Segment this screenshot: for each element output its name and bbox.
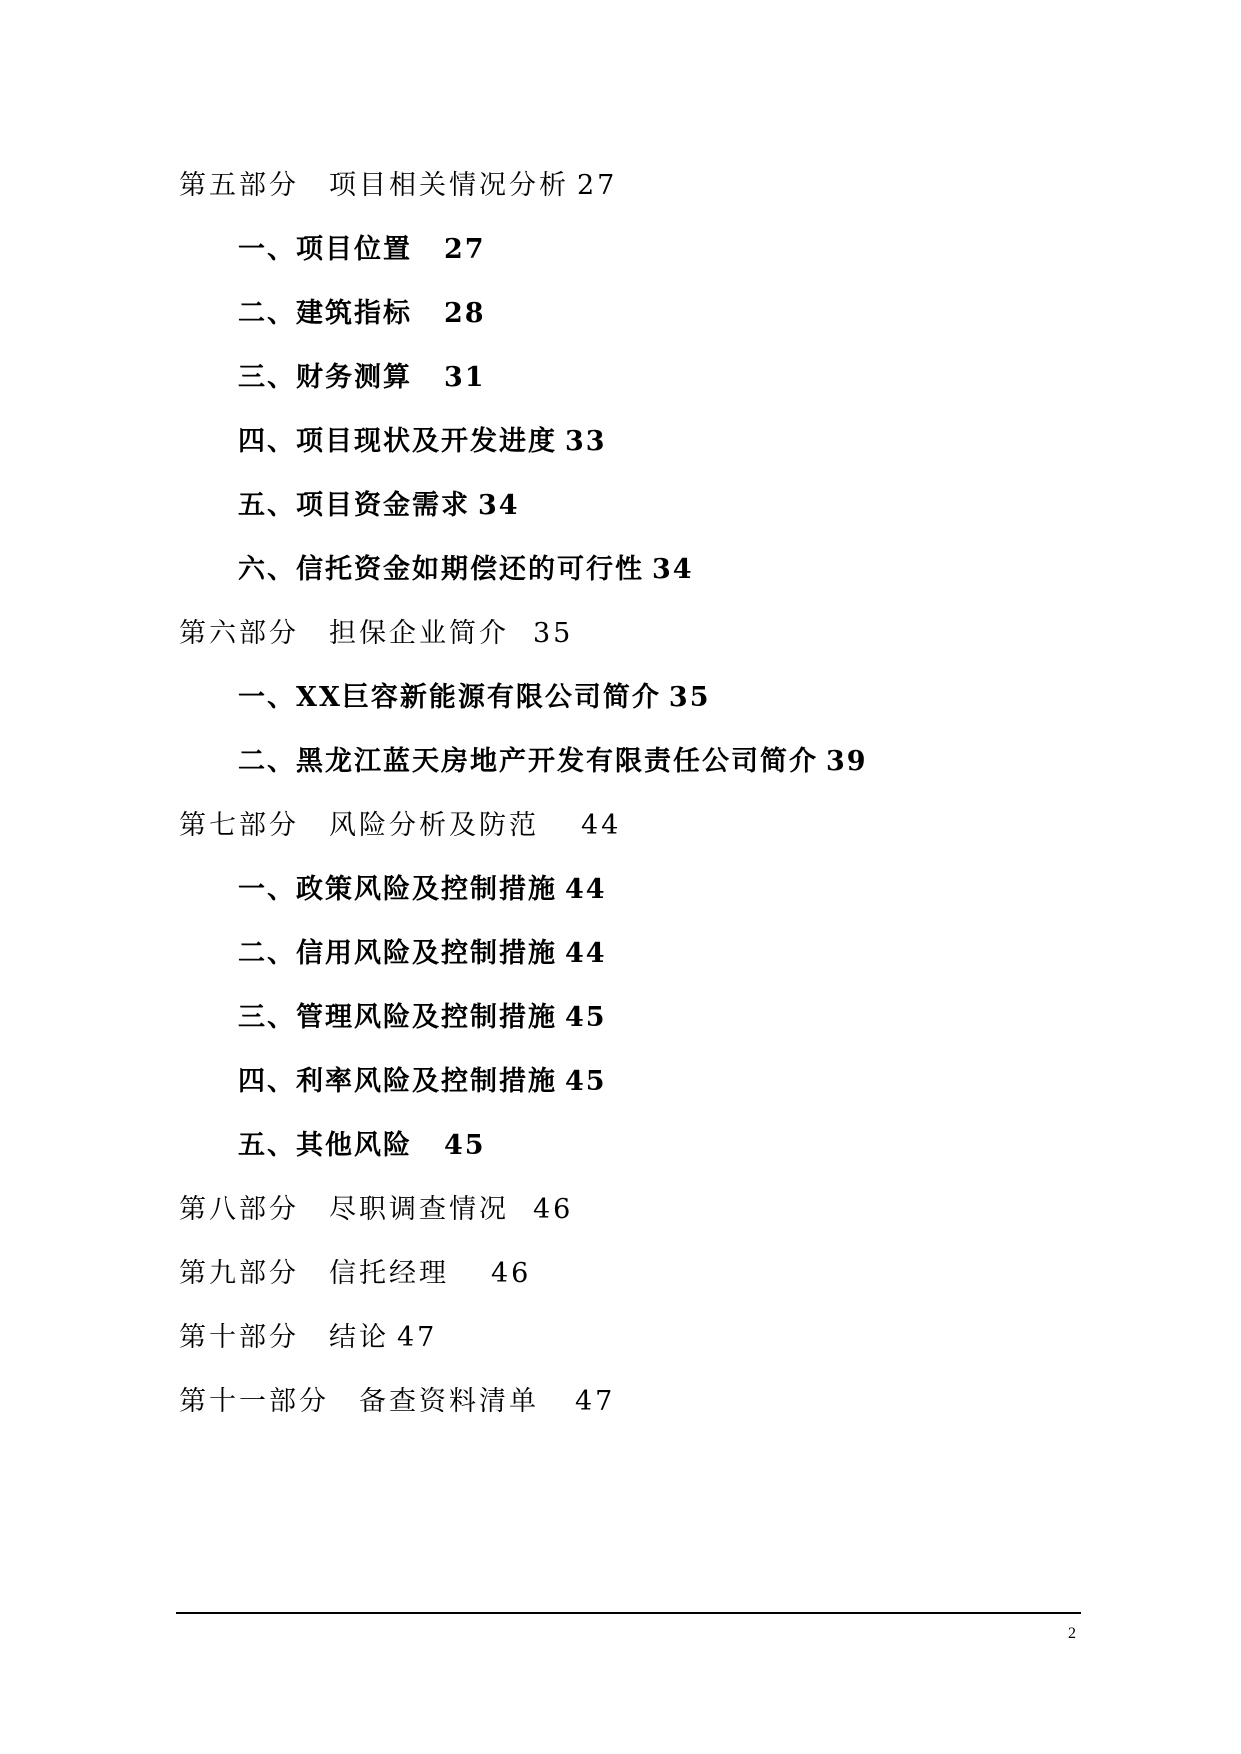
toc-entry-page: 34 (478, 490, 520, 521)
toc-entry-page: 44 (565, 938, 607, 969)
toc-entry-label: 一、项目位置 (238, 234, 412, 265)
toc-entry-page: 45 (565, 1002, 607, 1033)
toc-entry-label: 第十一部分 备查资料清单 (179, 1386, 539, 1417)
toc-entry-page: 44 (565, 874, 607, 905)
toc-entry[interactable] (238, 742, 868, 782)
toc-entry[interactable] (238, 550, 694, 590)
toc-entry-label: 五、其他风险 (238, 1130, 412, 1161)
toc-entry-label: 第五部分 项目相关情况分析 (179, 170, 569, 201)
toc-entry[interactable] (238, 678, 710, 718)
toc-entry-page: 27 (444, 234, 486, 265)
toc-entry-label: 第十部分 结论 (179, 1322, 389, 1353)
toc-entry-label: 六、信托资金如期偿还的可行性 (238, 554, 644, 585)
toc-entry-label: 四、项目现状及开发进度 (238, 426, 557, 457)
footer-divider (176, 1612, 1081, 1614)
toc-entry[interactable] (238, 1126, 486, 1166)
toc-entry[interactable] (238, 1062, 607, 1102)
toc-entry-label: 三、管理风险及控制措施 (238, 1002, 557, 1033)
toc-entry[interactable] (238, 422, 607, 462)
toc-entry[interactable] (179, 614, 573, 654)
toc-entry[interactable] (179, 1190, 573, 1230)
toc-entry[interactable] (238, 998, 607, 1038)
toc-entry-label: 第六部分 担保企业简介 (179, 618, 509, 649)
toc-entry-page: 47 (575, 1386, 616, 1417)
toc-entry-page: 33 (565, 426, 607, 457)
toc-entry-label: 二、信用风险及控制措施 (238, 938, 557, 969)
toc-entry-page: 35 (533, 618, 574, 649)
toc-entry-page: 34 (652, 554, 694, 585)
toc-entry-page: 46 (491, 1258, 532, 1289)
toc-entry-page: 31 (444, 362, 486, 393)
toc-entry-label: 一、XX巨容新能源有限公司简介 (238, 682, 661, 713)
toc-entry[interactable] (179, 1382, 615, 1422)
toc-entry-page: 44 (581, 810, 622, 841)
toc-entry-page: 39 (826, 746, 868, 777)
toc-entry-label: 第七部分 风险分析及防范 (179, 810, 539, 841)
toc-entry-page: 45 (444, 1130, 486, 1161)
toc-entry[interactable] (238, 294, 486, 334)
toc-entry[interactable] (238, 934, 607, 974)
toc-entry-label: 二、黑龙江蓝天房地产开发有限责任公司简介 (238, 746, 818, 777)
toc-entry-page: 47 (397, 1322, 438, 1353)
toc-entry-label: 三、财务测算 (238, 362, 412, 393)
toc-entry-label: 五、项目资金需求 (238, 490, 470, 521)
toc-entry-label: 一、政策风险及控制措施 (238, 874, 557, 905)
toc-entry-page: 27 (577, 170, 618, 201)
toc-entry[interactable] (179, 1254, 531, 1294)
page-number: 2 (1068, 1625, 1076, 1642)
toc-entry[interactable] (179, 166, 617, 206)
toc-entry-page: 28 (444, 298, 486, 329)
toc-entry-label: 第九部分 信托经理 (179, 1258, 449, 1289)
toc-entry[interactable] (179, 806, 621, 846)
toc-entry-label: 第八部分 尽职调查情况 (179, 1194, 509, 1225)
toc-entry-page: 35 (668, 682, 711, 713)
toc-entry-label: 四、利率风险及控制措施 (238, 1066, 557, 1097)
toc-entry[interactable] (238, 358, 486, 398)
toc-entry-page: 45 (565, 1066, 607, 1097)
toc-entry[interactable] (238, 870, 607, 910)
toc-entry[interactable] (238, 230, 486, 270)
toc-entry[interactable] (179, 1318, 437, 1358)
toc-entry-page: 46 (533, 1194, 574, 1225)
toc-entry[interactable] (238, 486, 520, 526)
toc-entry-label: 二、建筑指标 (238, 298, 412, 329)
